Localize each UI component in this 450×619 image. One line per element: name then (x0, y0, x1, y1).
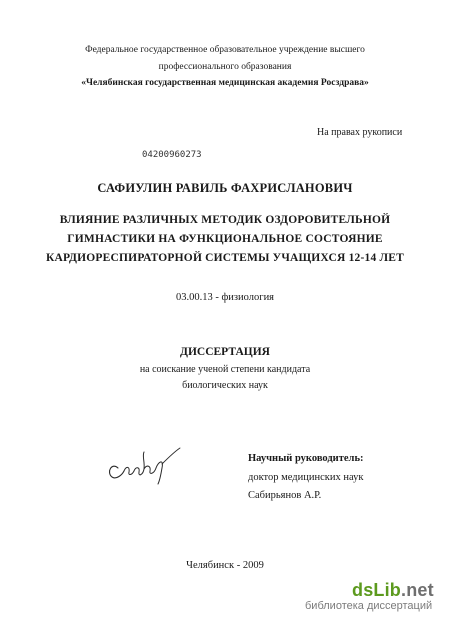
institution-line-3: «Челябинская государственная медицинская академия Росздрава» (81, 78, 369, 88)
dslib-logo[interactable] (352, 580, 434, 601)
document-type: ДИССЕРТАЦИЯ (180, 346, 270, 358)
rights-notice: На правах рукописи (317, 127, 403, 138)
dslib-logo-main: dsLib (352, 580, 401, 600)
supervisor-degree: доктор медицинских наук (248, 472, 364, 483)
institution-line-2: профессионального образования (158, 62, 292, 72)
institution-line-1: Федеральное государственное образовательное учреждение высшего (85, 45, 365, 55)
city-year: Челябинск - 2009 (186, 560, 264, 571)
supervisor-label: Научный руководитель: (248, 453, 364, 464)
thesis-title-line-3: КАРДИОРЕСПИРАТОРНОЙ СИСТЕМЫ УЧАЩИХСЯ 12-14 ЛЕТ (45, 252, 405, 264)
degree-purpose-line-2: биологических наук (182, 380, 268, 391)
author-name: САФИУЛИН РАВИЛЬ ФАХРИСЛАНОВИЧ (97, 181, 353, 195)
degree-purpose-line-1: на соискание ученой степени кандидата (139, 364, 311, 375)
thesis-title-line-2: ГИМНАСТИКИ НА ФУНКЦИОНАЛЬНОЕ СОСТОЯНИЕ (67, 233, 383, 245)
handwritten-signature (104, 444, 184, 490)
dslib-logo-suffix: .net (401, 580, 434, 600)
thesis-title-line-1: ВЛИЯНИЕ РАЗЛИЧНЫХ МЕТОДИК ОЗДОРОВИТЕЛЬНОЙ (59, 214, 391, 226)
dslib-tagline: библиотека диссертаций (305, 600, 433, 612)
specialty-code: 03.00.13 - физиология (175, 292, 275, 303)
supervisor-name: Сабирьянов А.Р. (248, 490, 322, 501)
archive-code: 04200960273 (142, 150, 202, 160)
